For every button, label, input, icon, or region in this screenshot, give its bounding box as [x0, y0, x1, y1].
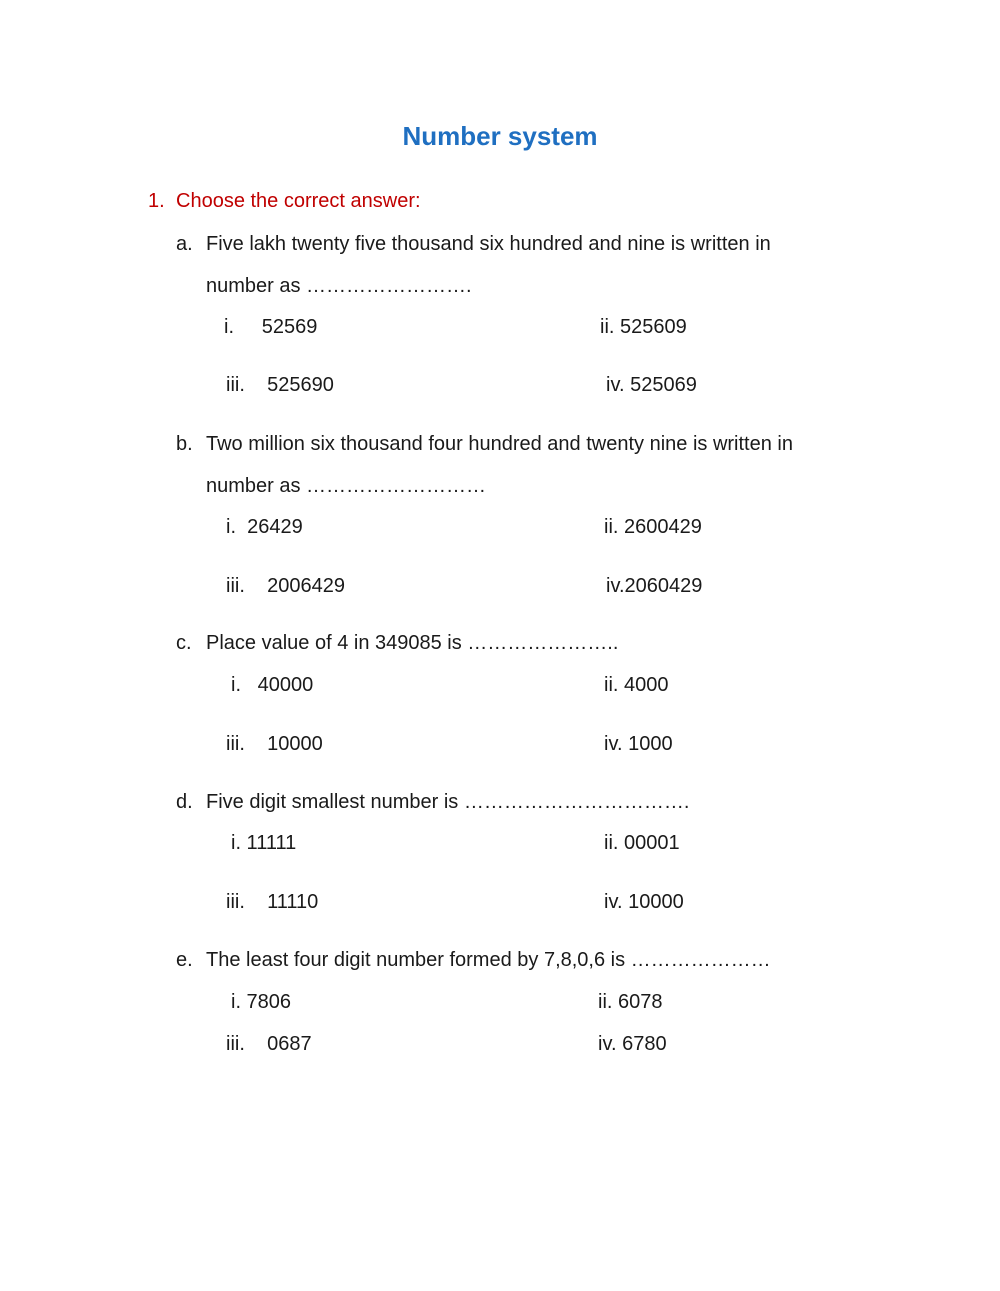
question-text: Place value of 4 in 349085 is …………………..	[206, 632, 619, 654]
question-text: Two million six thousand four hundred and twenty nine is written in	[206, 433, 793, 455]
option-a-iv[interactable]: iv. 525069	[606, 374, 697, 396]
question-d	[176, 787, 689, 817]
option-e-ii[interactable]: ii. 6078	[598, 991, 663, 1013]
option-d-iv[interactable]: iv. 10000	[604, 891, 684, 913]
section-number: 1.	[148, 190, 165, 212]
option-b-iv[interactable]: iv.2060429	[606, 575, 703, 597]
option-e-iv[interactable]: iv. 6780	[598, 1033, 667, 1055]
option-d-ii[interactable]: ii. 00001	[604, 832, 680, 854]
question-a	[176, 229, 771, 259]
question-letter: d.	[176, 791, 193, 813]
section-heading	[148, 186, 421, 216]
option-c-iii[interactable]: iii. 10000	[226, 733, 323, 755]
option-b-i[interactable]: i. 26429	[226, 516, 303, 538]
question-letter: e.	[176, 949, 193, 971]
question-text: Five lakh twenty five thousand six hundred and nine is written in	[206, 233, 771, 255]
question-letter: c.	[176, 632, 192, 654]
option-a-ii[interactable]: ii. 525609	[600, 316, 687, 338]
option-e-iii[interactable]: iii. 0687	[226, 1033, 312, 1055]
question-b	[176, 429, 793, 459]
option-a-iii[interactable]: iii. 525690	[226, 374, 334, 396]
option-d-iii[interactable]: iii. 11110	[226, 891, 319, 913]
option-b-ii[interactable]: ii. 2600429	[604, 516, 702, 538]
option-d-i[interactable]: i. 11111	[231, 832, 297, 854]
option-c-ii[interactable]: ii. 4000	[604, 674, 669, 696]
option-c-i[interactable]: i. 40000	[231, 674, 314, 696]
page-title: Number system	[402, 121, 598, 151]
question-e	[176, 945, 771, 975]
option-e-i[interactable]: i. 7806	[231, 991, 292, 1013]
section-heading-text: Choose the correct answer:	[176, 190, 421, 212]
question-text: The least four digit number formed by 7,8,0,6 is …………………	[206, 949, 771, 971]
option-c-iv[interactable]: iv. 1000	[604, 733, 673, 755]
question-letter: a.	[176, 233, 193, 255]
option-a-i[interactable]: i. 52569	[224, 316, 318, 338]
question-text: Five digit smallest number is …………………………….	[206, 791, 690, 813]
question-c	[176, 628, 618, 658]
question-a-continuation: number as …………………….	[206, 275, 472, 297]
question-letter: b.	[176, 433, 193, 455]
question-b-continuation: number as ………………………	[206, 475, 487, 497]
option-b-iii[interactable]: iii. 2006429	[226, 575, 345, 597]
